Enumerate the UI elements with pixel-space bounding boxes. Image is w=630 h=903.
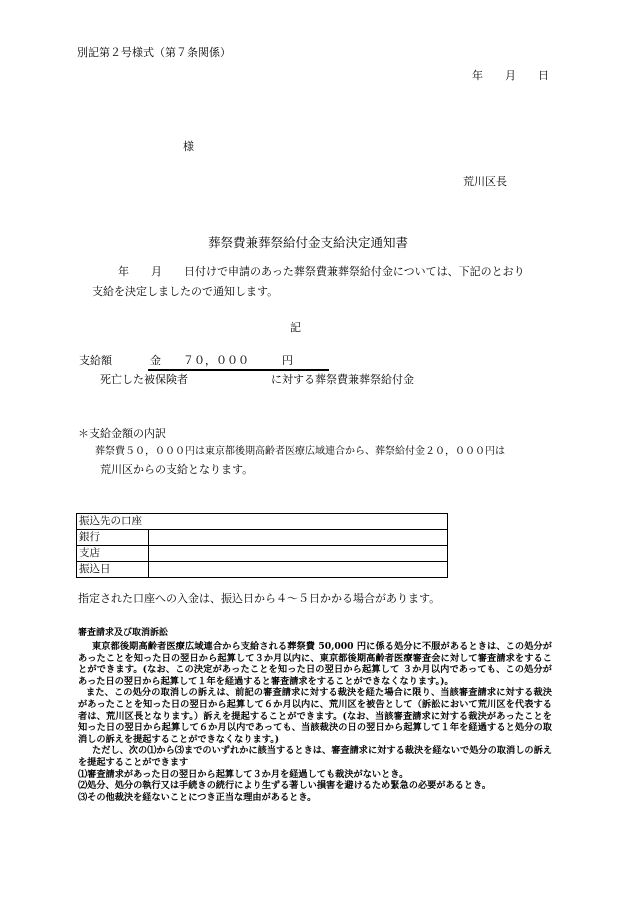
form-number: 別記第２号様式（第７条関係） <box>77 46 231 59</box>
bank-value <box>149 530 448 546</box>
intro-line-1: 年 月 日付けで申請のあった葬祭費兼葬祭給付金については、下記のとおり <box>118 265 525 278</box>
bank-table-header: 振込先の口座 <box>77 514 448 530</box>
bank-label: 銀行 <box>77 530 149 546</box>
table-row <box>77 562 448 578</box>
transfer-date-label: 振込日 <box>77 562 149 578</box>
appeal-paragraph-2: また、この処分の取消しの訴えは、前記の審査請求に対する裁決を経た場合に限り、当該審査請求に対する裁決があったことを知った日の翌日から起算して６か月以内に、荒川区を被告として（訴訟において荒川区を代表する者は、荒川区長となります。）訴えを提起することができます。(なお、当該審査請求に対する裁決があったことを知った日の翌日から起算して６か月以内であっても、当該裁決の日の翌日から起算して１年を経過すると処分の取消しの訴えを提起することができなくなります。) <box>78 687 552 745</box>
appeal-item-3: ⑶その他裁決を経ないことにつき正当な理由があるとき。 <box>78 791 317 803</box>
branch-value <box>149 546 448 562</box>
intro-line-2: 支給を決定しましたので通知します。 <box>92 285 279 298</box>
bank-account-table <box>76 513 448 578</box>
bank-table-note: 指定された口座への入金は、振込日から４～５日かかる場合があります。 <box>78 592 441 605</box>
table-row <box>77 514 448 530</box>
table-row <box>77 530 448 546</box>
payment-amount: 金 ７０，０００ 円 <box>150 354 293 367</box>
appeal-paragraph-1: 東京都後期高齢者医療広域連合から支給される葬祭費 50,000 円に係る処分に不服があるときは、この処分があったことを知った日の翌日から起算して３か月以内に、東京都後期高齢者医療審査会に対して審査請求をすることができます。(なお、この決定があったことを知った日の翌日から起算して ３か月以内であっても、この処分があった日の翌日から起算して１年を経過すると審査請求をすることができなくなります。)。 <box>78 641 552 687</box>
breakdown-line-1: 葬祭費５０，０００円は東京都後期高齢者医療広域連合から、葬祭給付金２０，０００円は <box>95 446 505 457</box>
deceased-label: 死亡した被保険者 <box>100 373 188 386</box>
appeal-body <box>78 641 552 803</box>
addressee-suffix: 様 <box>183 140 194 153</box>
deceased-suffix: に対する葬祭費兼葬祭給付金 <box>271 373 414 386</box>
payment-label: 支給額 <box>79 354 112 367</box>
document-title: 葬祭費兼葬祭給付金支給決定通知書 <box>208 235 409 250</box>
transfer-date-value <box>149 562 448 578</box>
issuer: 荒川区長 <box>463 175 507 188</box>
amount-underline <box>148 369 329 371</box>
appeal-item-2: ⑵処分、処分の執行又は手続きの続行により生ずる著しい損害を避けるため緊急の必要があるとき。 <box>78 780 492 792</box>
table-row <box>77 546 448 562</box>
date-placeholder: 年 月 日 <box>472 69 549 82</box>
breakdown-line-2: 荒川区からの支給となります。 <box>100 463 254 476</box>
appeal-paragraph-3: ただし、次の⑴から⑶までのいずれかに該当するときは、審査請求に対する裁決を経ないで処分の取消しの訴えを提起することができます <box>78 745 552 768</box>
ki-mark: 記 <box>290 321 301 334</box>
appeal-item-1: ⑴審査請求があった日の翌日から起算して３か月を経過しても裁決がないとき。 <box>78 768 409 780</box>
appeal-heading: 審査請求及び取消訴訟 <box>78 628 169 638</box>
branch-label: 支店 <box>77 546 149 562</box>
breakdown-heading: ＊支給金額の内訳 <box>78 427 166 440</box>
